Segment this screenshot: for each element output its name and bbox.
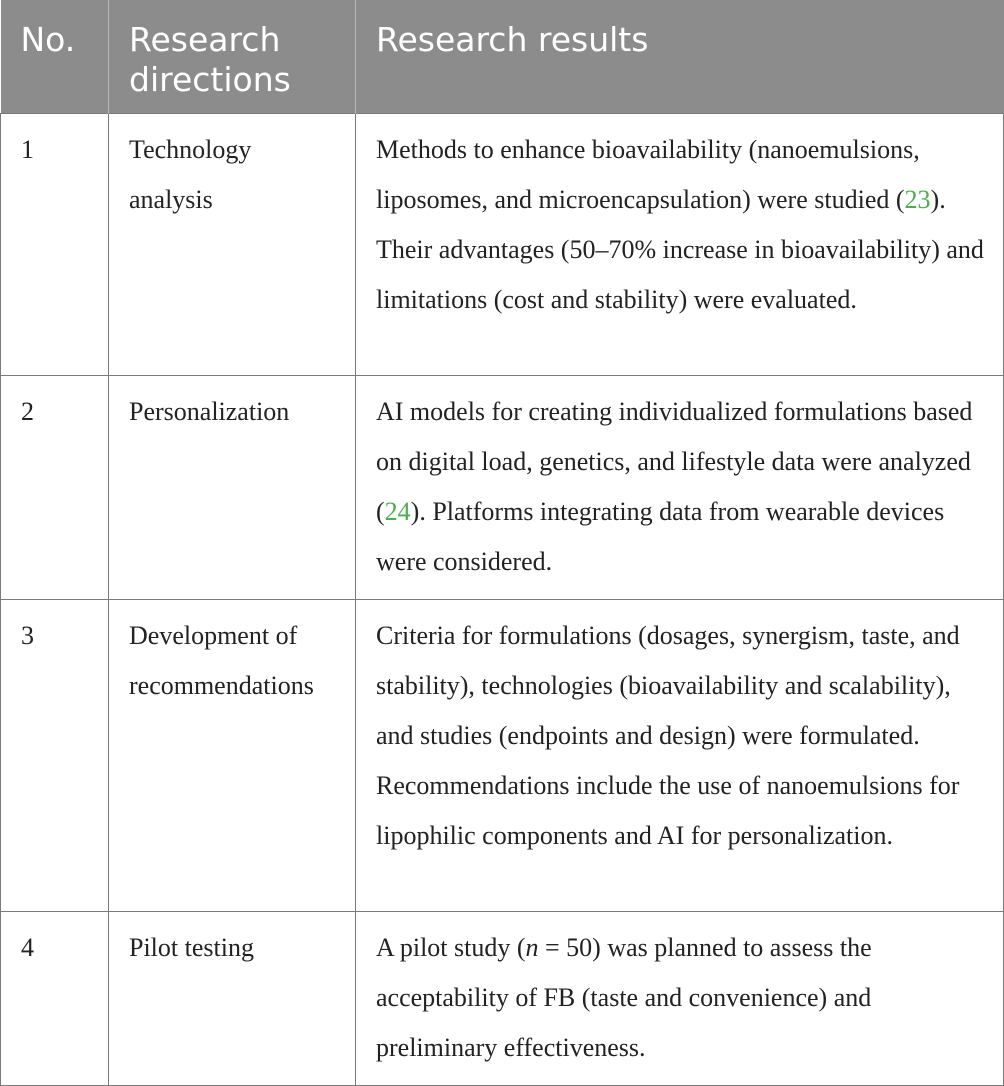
row-result: Criteria for formulations (dosages, synergism, taste, and stability), technologies (bioavailability and scalability), and studies (endpoints and design) were formulated. Recommendations include the use of nanoemulsions for lipophilic components and AI for personalization. bbox=[356, 600, 1004, 912]
table-row bbox=[1, 912, 1004, 1086]
header-research-directions bbox=[109, 0, 356, 114]
row-direction bbox=[109, 600, 356, 912]
direction-line-1: Development of bbox=[129, 621, 298, 650]
header-no: No. bbox=[1, 0, 109, 114]
row-number: 2 bbox=[1, 376, 109, 600]
row-result bbox=[356, 376, 1004, 600]
result-text-b: ). Their advantages (50–70% increase in bioavailability) and limitations (cost and stability) were evaluated. bbox=[376, 185, 984, 314]
row-result bbox=[356, 912, 1004, 1086]
row-number: 3 bbox=[1, 600, 109, 912]
row-direction bbox=[109, 114, 356, 376]
direction-line-2: analysis bbox=[129, 185, 213, 214]
direction-line-1: Technology bbox=[129, 135, 252, 164]
result-text-b: = 50) was planned to assess the acceptability of FB (taste and convenience) and preliminary effectiveness. bbox=[376, 933, 872, 1062]
row-number: 1 bbox=[1, 114, 109, 376]
header-row bbox=[1, 0, 1004, 114]
result-text-b: ). Platforms integrating data from wearable devices were considered. bbox=[376, 497, 945, 576]
table-body bbox=[1, 114, 1004, 1086]
table-row bbox=[1, 376, 1004, 600]
citation-link[interactable]: 23 bbox=[904, 185, 931, 214]
row-direction: Personalization bbox=[109, 376, 356, 600]
result-text-a: AI models for creating individualized formulations based on digital load, genetics, and lifestyle data were analyzed ( bbox=[376, 397, 973, 526]
result-text-a: A pilot study ( bbox=[376, 933, 526, 962]
result-text-a: Methods to enhance bioavailability (nanoemulsions, liposomes, and microencapsulation) were studied ( bbox=[376, 135, 920, 214]
row-result bbox=[356, 114, 1004, 376]
row-number: 4 bbox=[1, 912, 109, 1086]
sample-size-variable: n bbox=[525, 933, 539, 962]
header-research-results: Research results bbox=[356, 0, 1004, 114]
table-row bbox=[1, 114, 1004, 376]
row-direction: Pilot testing bbox=[109, 912, 356, 1086]
citation-link[interactable]: 24 bbox=[384, 497, 411, 526]
header-directions-line-2: directions bbox=[129, 60, 291, 99]
direction-line-2: recommendations bbox=[129, 671, 314, 700]
header-directions-line-1: Research bbox=[129, 20, 281, 59]
table-row bbox=[1, 600, 1004, 912]
table-header bbox=[1, 0, 1004, 114]
